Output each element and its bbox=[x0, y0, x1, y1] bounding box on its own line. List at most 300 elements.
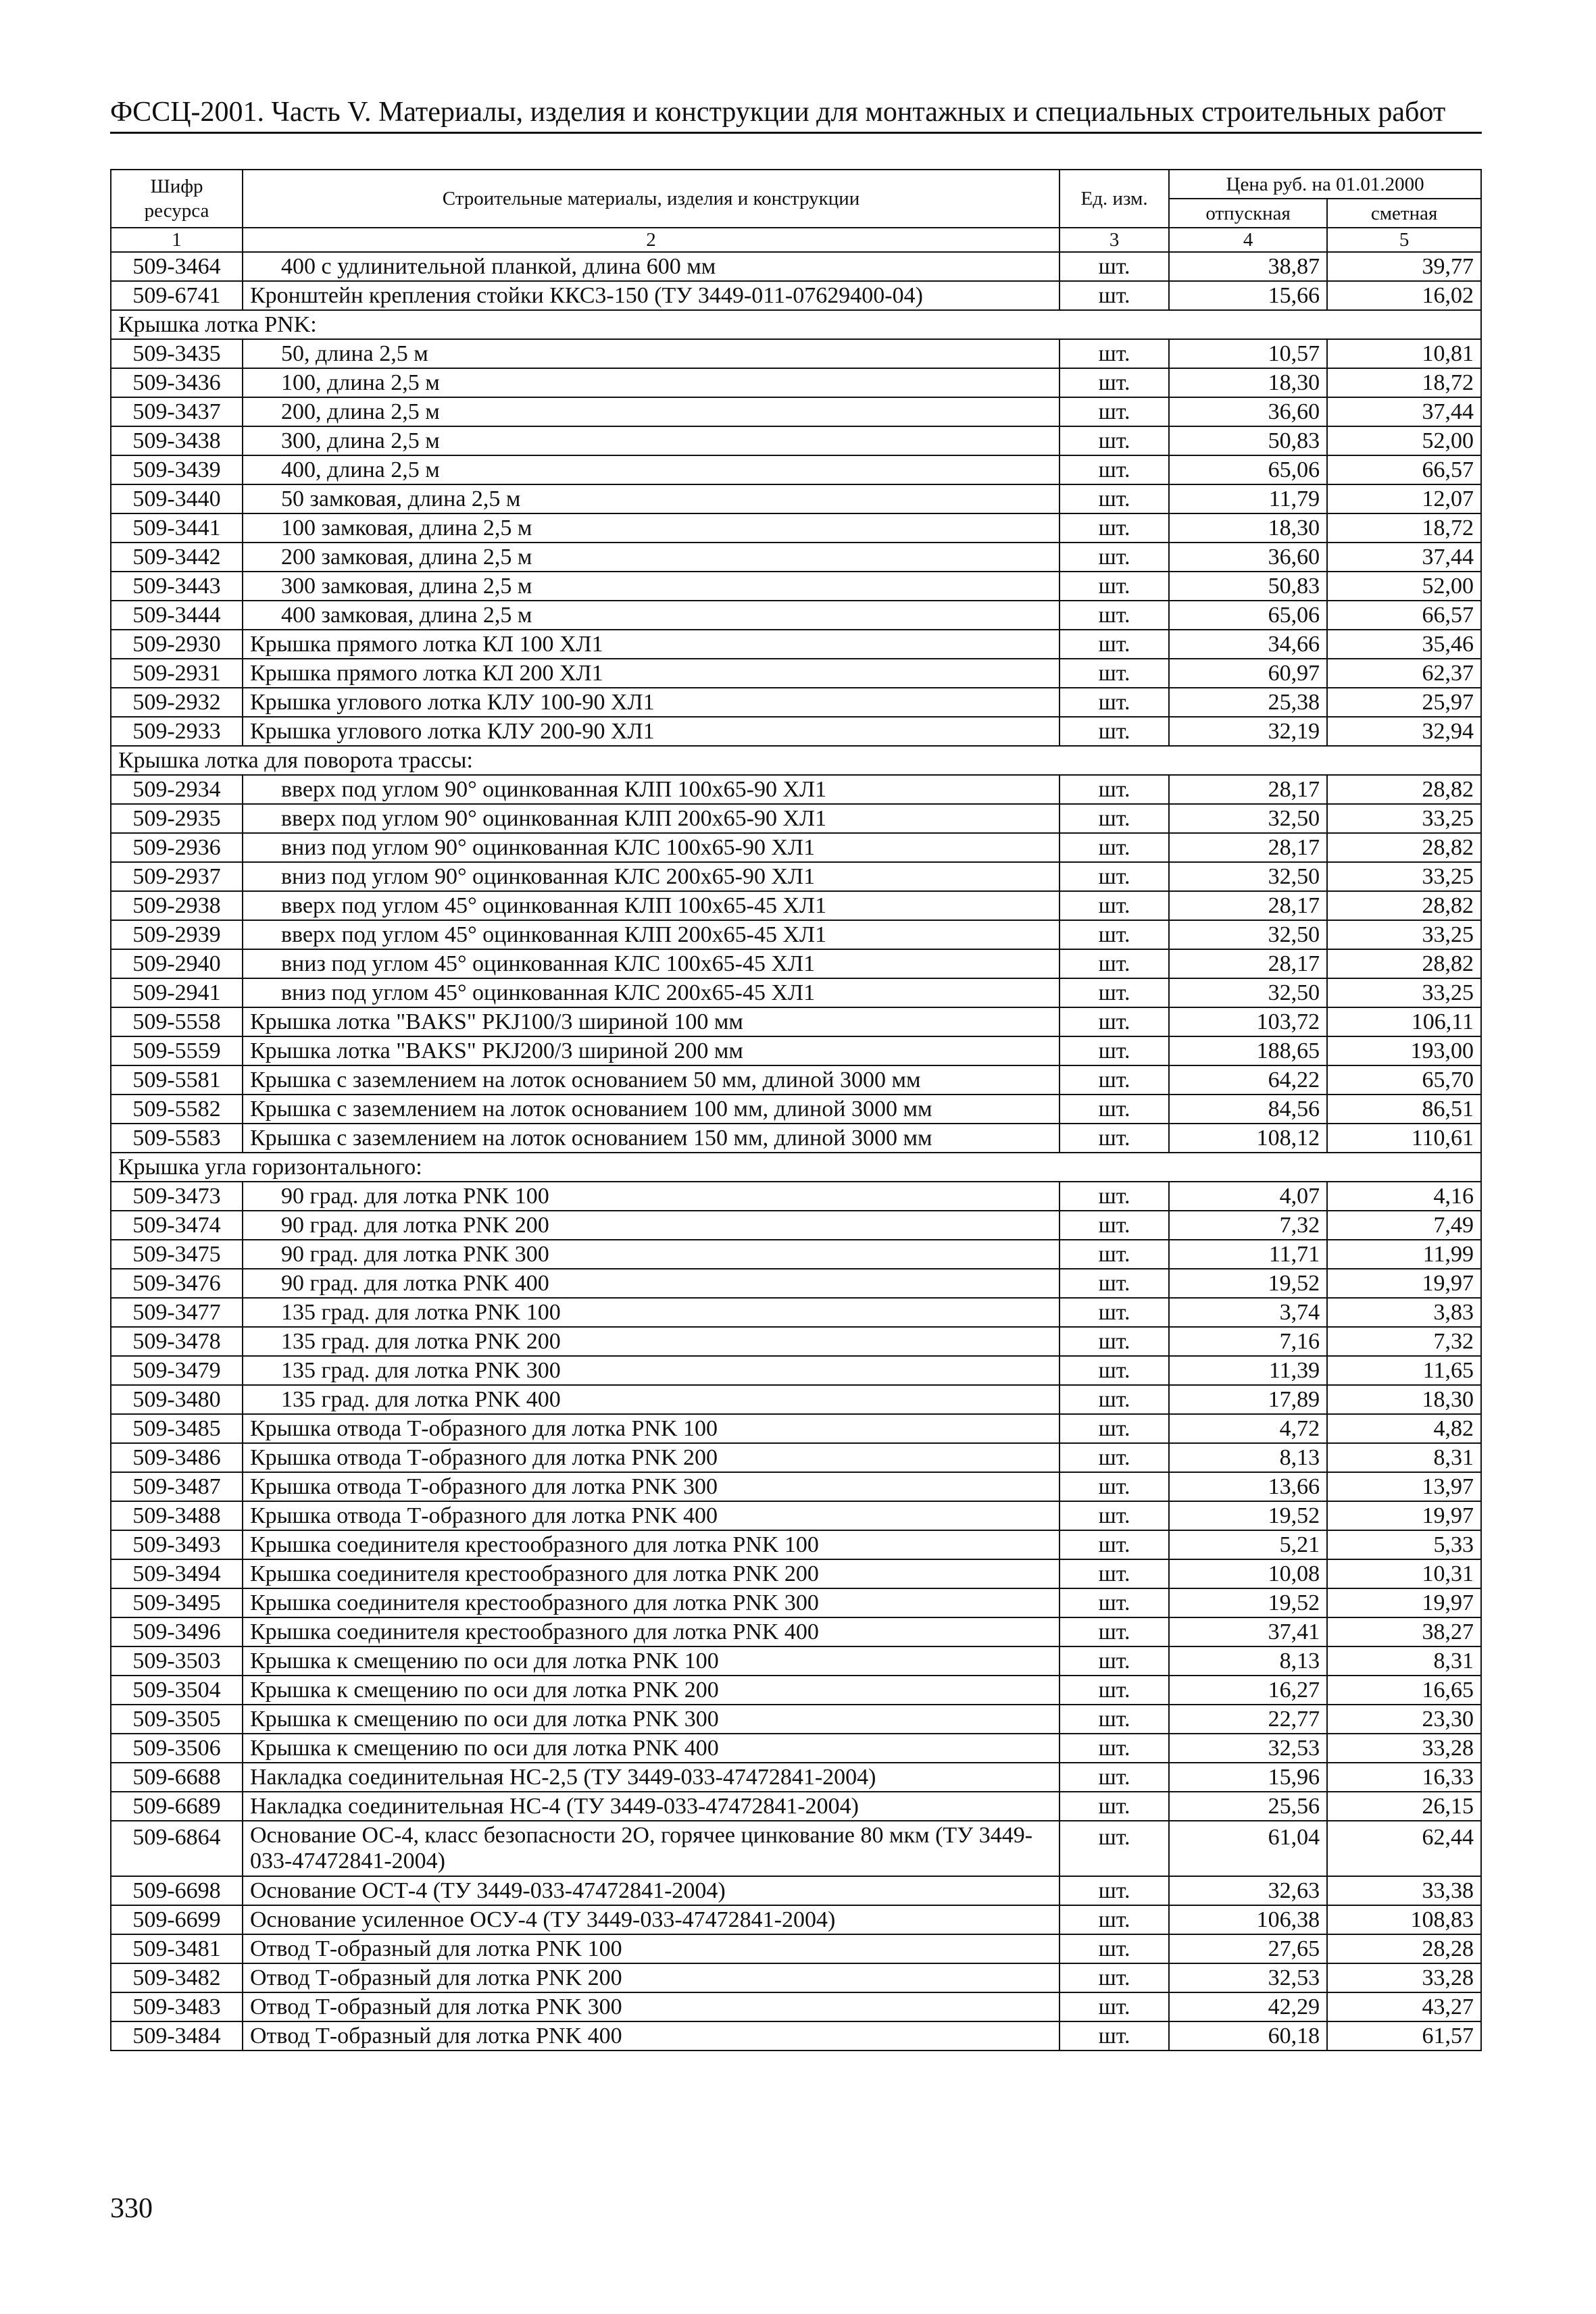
unit-cell: шт. bbox=[1059, 1414, 1169, 1443]
unit-cell: шт. bbox=[1059, 862, 1169, 891]
estimate-price-cell: 86,51 bbox=[1327, 1095, 1481, 1124]
material-name-cell: вверх под углом 90° оцинкованная КЛП 200х65-90 ХЛ1 bbox=[243, 804, 1059, 833]
release-price-cell: 34,66 bbox=[1169, 630, 1327, 659]
table-row bbox=[111, 1934, 1481, 1963]
estimate-price-cell: 8,31 bbox=[1327, 1443, 1481, 1472]
table-row bbox=[111, 1269, 1481, 1298]
table-row bbox=[111, 1124, 1481, 1153]
resource-code-cell: 509-3443 bbox=[111, 572, 243, 601]
table-body bbox=[111, 252, 1481, 2051]
table-row bbox=[111, 397, 1481, 426]
material-name-cell: Крышка с заземлением на лоток основанием 150 мм, длиной 3000 мм bbox=[243, 1124, 1059, 1153]
unit-cell: шт. bbox=[1059, 513, 1169, 543]
unit-cell: шт. bbox=[1059, 1356, 1169, 1385]
estimate-price-cell: 62,44 bbox=[1327, 1821, 1481, 1876]
resource-code-cell: 509-3503 bbox=[111, 1646, 243, 1676]
resource-code-cell: 509-3475 bbox=[111, 1240, 243, 1269]
unit-cell: шт. bbox=[1059, 1472, 1169, 1501]
unit-cell: шт. bbox=[1059, 630, 1169, 659]
material-name-cell: Крышка прямого лотка КЛ 200 ХЛ1 bbox=[243, 659, 1059, 688]
unit-cell: шт. bbox=[1059, 1036, 1169, 1065]
unit-cell: шт. bbox=[1059, 1182, 1169, 1211]
estimate-price-cell: 33,38 bbox=[1327, 1876, 1481, 1905]
unit-cell: шт. bbox=[1059, 1443, 1169, 1472]
unit-cell: шт. bbox=[1059, 601, 1169, 630]
release-price-cell: 32,53 bbox=[1169, 1734, 1327, 1763]
table-row bbox=[111, 368, 1481, 397]
unit-cell: шт. bbox=[1059, 920, 1169, 949]
material-name-cell: Крышка к смещению по оси для лотка PNK 200 bbox=[243, 1676, 1059, 1705]
estimate-price-cell: 16,65 bbox=[1327, 1676, 1481, 1705]
table-row bbox=[111, 2021, 1481, 2051]
material-name-cell: 135 град. для лотка PNK 100 bbox=[243, 1298, 1059, 1327]
unit-cell: шт. bbox=[1059, 543, 1169, 572]
table-row bbox=[111, 1905, 1481, 1934]
resource-code-cell: 509-6741 bbox=[111, 281, 243, 310]
resource-code-cell: 509-3438 bbox=[111, 426, 243, 455]
release-price-cell: 32,50 bbox=[1169, 920, 1327, 949]
estimate-price-cell: 33,25 bbox=[1327, 920, 1481, 949]
release-price-cell: 37,41 bbox=[1169, 1617, 1327, 1646]
estimate-price-cell: 66,57 bbox=[1327, 601, 1481, 630]
release-price-cell: 50,83 bbox=[1169, 572, 1327, 601]
unit-cell: шт. bbox=[1059, 1240, 1169, 1269]
estimate-price-cell: 12,07 bbox=[1327, 484, 1481, 513]
table-row bbox=[111, 1763, 1481, 1792]
release-price-cell: 3,74 bbox=[1169, 1298, 1327, 1327]
table-row bbox=[111, 1734, 1481, 1763]
table-row bbox=[111, 1036, 1481, 1065]
release-price-cell: 25,38 bbox=[1169, 688, 1327, 717]
table-row bbox=[111, 1065, 1481, 1095]
resource-code-cell: 509-3439 bbox=[111, 455, 243, 484]
unit-cell: шт. bbox=[1059, 717, 1169, 746]
material-name-cell: вниз под углом 45° оцинкованная КЛС 200х65-45 ХЛ1 bbox=[243, 978, 1059, 1007]
resource-code-cell: 509-5582 bbox=[111, 1095, 243, 1124]
resource-code-cell: 509-3495 bbox=[111, 1588, 243, 1617]
unit-cell: шт. bbox=[1059, 397, 1169, 426]
unit-cell: шт. bbox=[1059, 1588, 1169, 1617]
release-price-cell: 106,38 bbox=[1169, 1905, 1327, 1934]
unit-cell: шт. bbox=[1059, 1095, 1169, 1124]
table-row bbox=[111, 1095, 1481, 1124]
estimate-price-cell: 19,97 bbox=[1327, 1269, 1481, 1298]
material-name-cell: 100 замковая, длина 2,5 м bbox=[243, 513, 1059, 543]
release-price-cell: 7,32 bbox=[1169, 1211, 1327, 1240]
estimate-price-cell: 193,00 bbox=[1327, 1036, 1481, 1065]
resource-code-cell: 509-3483 bbox=[111, 1992, 243, 2021]
section-title: Крышка лотка для поворота трассы: bbox=[111, 746, 1481, 775]
header-name: Строительные материалы, изделия и конструкции bbox=[243, 170, 1059, 228]
column-number: 4 bbox=[1169, 228, 1327, 252]
release-price-cell: 11,39 bbox=[1169, 1356, 1327, 1385]
release-price-cell: 25,56 bbox=[1169, 1792, 1327, 1821]
unit-cell: шт. bbox=[1059, 659, 1169, 688]
estimate-price-cell: 8,31 bbox=[1327, 1646, 1481, 1676]
material-name-cell: Крышка лотка "BAKS" PKJ200/3 шириной 200 мм bbox=[243, 1036, 1059, 1065]
resource-code-cell: 509-2932 bbox=[111, 688, 243, 717]
unit-cell: шт. bbox=[1059, 1007, 1169, 1036]
estimate-price-cell: 61,57 bbox=[1327, 2021, 1481, 2051]
material-name-cell: Основание ОСТ-4 (ТУ 3449-033-47472841-2004) bbox=[243, 1876, 1059, 1905]
table-row bbox=[111, 426, 1481, 455]
resource-code-cell: 509-3444 bbox=[111, 601, 243, 630]
material-name-cell: Крышка углового лотка КЛУ 200-90 ХЛ1 bbox=[243, 717, 1059, 746]
resource-code-cell: 509-3479 bbox=[111, 1356, 243, 1385]
release-price-cell: 65,06 bbox=[1169, 455, 1327, 484]
resource-code-cell: 509-3437 bbox=[111, 397, 243, 426]
table-row bbox=[111, 862, 1481, 891]
release-price-cell: 18,30 bbox=[1169, 368, 1327, 397]
material-name-cell: 400 замковая, длина 2,5 м bbox=[243, 601, 1059, 630]
table-row bbox=[111, 1705, 1481, 1734]
material-name-cell: Накладка соединительная НС-2,5 (ТУ 3449-033-47472841-2004) bbox=[243, 1763, 1059, 1792]
release-price-cell: 61,04 bbox=[1169, 1821, 1327, 1876]
unit-cell: шт. bbox=[1059, 455, 1169, 484]
table-row bbox=[111, 1617, 1481, 1646]
unit-cell: шт. bbox=[1059, 1327, 1169, 1356]
estimate-price-cell: 7,49 bbox=[1327, 1211, 1481, 1240]
release-price-cell: 17,89 bbox=[1169, 1385, 1327, 1414]
table-row bbox=[111, 1472, 1481, 1501]
section-title: Крышка лотка PNK: bbox=[111, 310, 1481, 339]
material-name-cell: 300 замковая, длина 2,5 м bbox=[243, 572, 1059, 601]
estimate-price-cell: 38,27 bbox=[1327, 1617, 1481, 1646]
table-row bbox=[111, 1211, 1481, 1240]
release-price-cell: 15,66 bbox=[1169, 281, 1327, 310]
unit-cell: шт. bbox=[1059, 1934, 1169, 1963]
estimate-price-cell: 28,28 bbox=[1327, 1934, 1481, 1963]
table-row bbox=[111, 688, 1481, 717]
resource-code-cell: 509-3506 bbox=[111, 1734, 243, 1763]
unit-cell: шт. bbox=[1059, 1705, 1169, 1734]
column-number: 3 bbox=[1059, 228, 1169, 252]
material-name-cell: 50, длина 2,5 м bbox=[243, 339, 1059, 368]
resource-code-cell: 509-3484 bbox=[111, 2021, 243, 2051]
material-name-cell: Крышка соединителя крестообразного для лотка PNK 300 bbox=[243, 1588, 1059, 1617]
page-number: 330 bbox=[110, 2193, 153, 2224]
resource-code-cell: 509-3494 bbox=[111, 1559, 243, 1588]
estimate-price-cell: 19,97 bbox=[1327, 1588, 1481, 1617]
unit-cell: шт. bbox=[1059, 368, 1169, 397]
resource-code-cell: 509-5581 bbox=[111, 1065, 243, 1095]
table-row bbox=[111, 1963, 1481, 1992]
resource-code-cell: 509-3440 bbox=[111, 484, 243, 513]
resource-code-cell: 509-3464 bbox=[111, 252, 243, 281]
estimate-price-cell: 18,30 bbox=[1327, 1385, 1481, 1414]
unit-cell: шт. bbox=[1059, 1646, 1169, 1676]
unit-cell: шт. bbox=[1059, 833, 1169, 862]
unit-cell: шт. bbox=[1059, 1211, 1169, 1240]
table-row bbox=[111, 891, 1481, 920]
unit-cell: шт. bbox=[1059, 1734, 1169, 1763]
release-price-cell: 19,52 bbox=[1169, 1501, 1327, 1530]
estimate-price-cell: 19,97 bbox=[1327, 1501, 1481, 1530]
release-price-cell: 13,66 bbox=[1169, 1472, 1327, 1501]
estimate-price-cell: 62,37 bbox=[1327, 659, 1481, 688]
column-number: 2 bbox=[243, 228, 1059, 252]
estimate-price-cell: 52,00 bbox=[1327, 572, 1481, 601]
release-price-cell: 32,53 bbox=[1169, 1963, 1327, 1992]
material-name-cell: 200 замковая, длина 2,5 м bbox=[243, 543, 1059, 572]
material-name-cell: Накладка соединительная НС-4 (ТУ 3449-033-47472841-2004) bbox=[243, 1792, 1059, 1821]
resource-code-cell: 509-5558 bbox=[111, 1007, 243, 1036]
table-row bbox=[111, 601, 1481, 630]
estimate-price-cell: 65,70 bbox=[1327, 1065, 1481, 1095]
material-name-cell: Основание ОС-4, класс безопасности 2О, горячее цинкование 80 мкм (ТУ 3449-033-47472841-2004) bbox=[243, 1821, 1059, 1876]
section-title: Крышка угла горизонтального: bbox=[111, 1153, 1481, 1182]
table-row bbox=[111, 1385, 1481, 1414]
material-name-cell: Отвод Т-образный для лотка PNK 100 bbox=[243, 1934, 1059, 1963]
release-price-cell: 188,65 bbox=[1169, 1036, 1327, 1065]
release-price-cell: 32,50 bbox=[1169, 978, 1327, 1007]
release-price-cell: 32,50 bbox=[1169, 804, 1327, 833]
estimate-price-cell: 28,82 bbox=[1327, 949, 1481, 978]
estimate-price-cell: 4,82 bbox=[1327, 1414, 1481, 1443]
unit-cell: шт. bbox=[1059, 1124, 1169, 1153]
material-name-cell: 135 град. для лотка PNK 400 bbox=[243, 1385, 1059, 1414]
unit-cell: шт. bbox=[1059, 1821, 1169, 1876]
material-name-cell: 300, длина 2,5 м bbox=[243, 426, 1059, 455]
material-name-cell: Крышка с заземлением на лоток основанием 100 мм, длиной 3000 мм bbox=[243, 1095, 1059, 1124]
material-name-cell: 100, длина 2,5 м bbox=[243, 368, 1059, 397]
table-row bbox=[111, 978, 1481, 1007]
material-name-cell: вниз под углом 90° оцинкованная КЛС 200х65-90 ХЛ1 bbox=[243, 862, 1059, 891]
unit-cell: шт. bbox=[1059, 1905, 1169, 1934]
table-row bbox=[111, 659, 1481, 688]
resource-code-cell: 509-2936 bbox=[111, 833, 243, 862]
resource-code-cell: 509-3436 bbox=[111, 368, 243, 397]
resource-code-cell: 509-2935 bbox=[111, 804, 243, 833]
material-name-cell: Кронштейн крепления стойки ККС3-150 (ТУ 3449-011-07629400-04) bbox=[243, 281, 1059, 310]
material-name-cell: вверх под углом 45° оцинкованная КЛП 200х65-45 ХЛ1 bbox=[243, 920, 1059, 949]
table-row bbox=[111, 252, 1481, 281]
resource-code-cell: 509-3486 bbox=[111, 1443, 243, 1472]
material-name-cell: Крышка к смещению по оси для лотка PNK 400 bbox=[243, 1734, 1059, 1763]
table-row bbox=[111, 1992, 1481, 2021]
material-name-cell: Отвод Т-образный для лотка PNK 400 bbox=[243, 2021, 1059, 2051]
release-price-cell: 27,65 bbox=[1169, 1934, 1327, 1963]
estimate-price-cell: 33,25 bbox=[1327, 862, 1481, 891]
table-row bbox=[111, 1414, 1481, 1443]
release-price-cell: 10,57 bbox=[1169, 339, 1327, 368]
page-header-title: ФССЦ-2001. Часть V. Материалы, изделия и конструкции для монтажных и специальных строительных работ bbox=[110, 97, 1446, 128]
material-name-cell: 400, длина 2,5 м bbox=[243, 455, 1059, 484]
material-name-cell: 400 с удлинительной планкой, длина 600 мм bbox=[243, 252, 1059, 281]
material-name-cell: 50 замковая, длина 2,5 м bbox=[243, 484, 1059, 513]
table-row bbox=[111, 1676, 1481, 1705]
material-name-cell: Отвод Т-образный для лотка PNK 300 bbox=[243, 1992, 1059, 2021]
unit-cell: шт. bbox=[1059, 1065, 1169, 1095]
table-row bbox=[111, 281, 1481, 310]
release-price-cell: 16,27 bbox=[1169, 1676, 1327, 1705]
estimate-price-cell: 37,44 bbox=[1327, 397, 1481, 426]
estimate-price-cell: 11,99 bbox=[1327, 1240, 1481, 1269]
resource-code-cell: 509-3487 bbox=[111, 1472, 243, 1501]
release-price-cell: 32,63 bbox=[1169, 1876, 1327, 1905]
resource-code-cell: 509-5559 bbox=[111, 1036, 243, 1065]
material-name-cell: Крышка отвода Т-образного для лотка PNK 400 bbox=[243, 1501, 1059, 1530]
estimate-price-cell: 25,97 bbox=[1327, 688, 1481, 717]
unit-cell: шт. bbox=[1059, 572, 1169, 601]
material-name-cell: Крышка к смещению по оси для лотка PNK 100 bbox=[243, 1646, 1059, 1676]
estimate-price-cell: 23,30 bbox=[1327, 1705, 1481, 1734]
table-row bbox=[111, 1356, 1481, 1385]
release-price-cell: 60,18 bbox=[1169, 2021, 1327, 2051]
material-name-cell: Крышка отвода Т-образного для лотка PNK 100 bbox=[243, 1414, 1059, 1443]
estimate-price-cell: 4,16 bbox=[1327, 1182, 1481, 1211]
unit-cell: шт. bbox=[1059, 1792, 1169, 1821]
table-row bbox=[111, 484, 1481, 513]
header-unit: Ед. изм. bbox=[1059, 170, 1169, 228]
estimate-price-cell: 33,25 bbox=[1327, 978, 1481, 1007]
material-name-cell: 90 град. для лотка PNK 200 bbox=[243, 1211, 1059, 1240]
estimate-price-cell: 28,82 bbox=[1327, 775, 1481, 804]
unit-cell: шт. bbox=[1059, 804, 1169, 833]
release-price-cell: 108,12 bbox=[1169, 1124, 1327, 1153]
table-row bbox=[111, 1501, 1481, 1530]
unit-cell: шт. bbox=[1059, 2021, 1169, 2051]
estimate-price-cell: 11,65 bbox=[1327, 1356, 1481, 1385]
resource-code-cell: 509-3480 bbox=[111, 1385, 243, 1414]
release-price-cell: 5,21 bbox=[1169, 1530, 1327, 1559]
unit-cell: шт. bbox=[1059, 1385, 1169, 1414]
column-number: 5 bbox=[1327, 228, 1481, 252]
estimate-price-cell: 43,27 bbox=[1327, 1992, 1481, 2021]
table-row bbox=[111, 1298, 1481, 1327]
unit-cell: шт. bbox=[1059, 1298, 1169, 1327]
estimate-price-cell: 110,61 bbox=[1327, 1124, 1481, 1153]
release-price-cell: 19,52 bbox=[1169, 1588, 1327, 1617]
material-name-cell: Крышка отвода Т-образного для лотка PNK 300 bbox=[243, 1472, 1059, 1501]
estimate-price-cell: 16,33 bbox=[1327, 1763, 1481, 1792]
release-price-cell: 8,13 bbox=[1169, 1443, 1327, 1472]
unit-cell: шт. bbox=[1059, 1763, 1169, 1792]
table-row bbox=[111, 339, 1481, 368]
resource-code-cell: 509-3481 bbox=[111, 1934, 243, 1963]
resource-code-cell: 509-3505 bbox=[111, 1705, 243, 1734]
estimate-price-cell: 5,33 bbox=[1327, 1530, 1481, 1559]
table-row bbox=[111, 630, 1481, 659]
resource-code-cell: 509-2939 bbox=[111, 920, 243, 949]
material-name-cell: Отвод Т-образный для лотка PNK 200 bbox=[243, 1963, 1059, 1992]
release-price-cell: 7,16 bbox=[1169, 1327, 1327, 1356]
header-price-estimate: сметная bbox=[1327, 199, 1481, 228]
material-name-cell: Крышка соединителя крестообразного для лотка PNK 400 bbox=[243, 1617, 1059, 1646]
material-name-cell: 90 град. для лотка PNK 300 bbox=[243, 1240, 1059, 1269]
estimate-price-cell: 13,97 bbox=[1327, 1472, 1481, 1501]
estimate-price-cell: 33,28 bbox=[1327, 1963, 1481, 1992]
release-price-cell: 50,83 bbox=[1169, 426, 1327, 455]
resource-code-cell: 509-3485 bbox=[111, 1414, 243, 1443]
table-row bbox=[111, 1182, 1481, 1211]
material-name-cell: 135 град. для лотка PNK 200 bbox=[243, 1327, 1059, 1356]
price-table bbox=[110, 169, 1482, 2051]
estimate-price-cell: 18,72 bbox=[1327, 368, 1481, 397]
unit-cell: шт. bbox=[1059, 775, 1169, 804]
table-row bbox=[111, 1327, 1481, 1356]
estimate-price-cell: 106,11 bbox=[1327, 1007, 1481, 1036]
resource-code-cell: 509-6698 bbox=[111, 1876, 243, 1905]
table-row bbox=[111, 1007, 1481, 1036]
release-price-cell: 28,17 bbox=[1169, 833, 1327, 862]
section-row bbox=[111, 310, 1481, 339]
estimate-price-cell: 35,46 bbox=[1327, 630, 1481, 659]
material-name-cell: Крышка с заземлением на лоток основанием 50 мм, длиной 3000 мм bbox=[243, 1065, 1059, 1095]
table-row bbox=[111, 1646, 1481, 1676]
unit-cell: шт. bbox=[1059, 1617, 1169, 1646]
release-price-cell: 15,96 bbox=[1169, 1763, 1327, 1792]
table-row bbox=[111, 1876, 1481, 1905]
resource-code-cell: 509-6688 bbox=[111, 1763, 243, 1792]
unit-cell: шт. bbox=[1059, 688, 1169, 717]
estimate-price-cell: 32,94 bbox=[1327, 717, 1481, 746]
header-price-release: отпускная bbox=[1169, 199, 1327, 228]
material-name-cell: вниз под углом 45° оцинкованная КЛС 100х65-45 ХЛ1 bbox=[243, 949, 1059, 978]
table-row bbox=[111, 1821, 1481, 1876]
estimate-price-cell: 52,00 bbox=[1327, 426, 1481, 455]
resource-code-cell: 509-2938 bbox=[111, 891, 243, 920]
estimate-price-cell: 39,77 bbox=[1327, 252, 1481, 281]
estimate-price-cell: 7,32 bbox=[1327, 1327, 1481, 1356]
estimate-price-cell: 33,25 bbox=[1327, 804, 1481, 833]
release-price-cell: 18,30 bbox=[1169, 513, 1327, 543]
release-price-cell: 4,07 bbox=[1169, 1182, 1327, 1211]
table-row bbox=[111, 513, 1481, 543]
resource-code-cell: 509-3493 bbox=[111, 1530, 243, 1559]
table-row bbox=[111, 1443, 1481, 1472]
resource-code-cell: 509-2941 bbox=[111, 978, 243, 1007]
resource-code-cell: 509-6699 bbox=[111, 1905, 243, 1934]
unit-cell: шт. bbox=[1059, 426, 1169, 455]
material-name-cell: вверх под углом 90° оцинкованная КЛП 100х65-90 ХЛ1 bbox=[243, 775, 1059, 804]
unit-cell: шт. bbox=[1059, 252, 1169, 281]
table-row bbox=[111, 775, 1481, 804]
table-row bbox=[111, 949, 1481, 978]
release-price-cell: 11,71 bbox=[1169, 1240, 1327, 1269]
release-price-cell: 28,17 bbox=[1169, 949, 1327, 978]
resource-code-cell: 509-2940 bbox=[111, 949, 243, 978]
release-price-cell: 11,79 bbox=[1169, 484, 1327, 513]
table-row bbox=[111, 1588, 1481, 1617]
unit-cell: шт. bbox=[1059, 1501, 1169, 1530]
section-row bbox=[111, 1153, 1481, 1182]
unit-cell: шт. bbox=[1059, 1269, 1169, 1298]
table-row bbox=[111, 1559, 1481, 1588]
material-name-cell: вниз под углом 90° оцинкованная КЛС 100х65-90 ХЛ1 bbox=[243, 833, 1059, 862]
material-name-cell: Крышка отвода Т-образного для лотка PNK 200 bbox=[243, 1443, 1059, 1472]
material-name-cell: 135 град. для лотка PNK 300 bbox=[243, 1356, 1059, 1385]
unit-cell: шт. bbox=[1059, 281, 1169, 310]
estimate-price-cell: 66,57 bbox=[1327, 455, 1481, 484]
unit-cell: шт. bbox=[1059, 1876, 1169, 1905]
unit-cell: шт. bbox=[1059, 949, 1169, 978]
release-price-cell: 84,56 bbox=[1169, 1095, 1327, 1124]
resource-code-cell: 509-6689 bbox=[111, 1792, 243, 1821]
release-price-cell: 42,29 bbox=[1169, 1992, 1327, 2021]
unit-cell: шт. bbox=[1059, 339, 1169, 368]
resource-code-cell: 509-3476 bbox=[111, 1269, 243, 1298]
unit-cell: шт. bbox=[1059, 484, 1169, 513]
resource-code-cell: 509-2933 bbox=[111, 717, 243, 746]
release-price-cell: 32,50 bbox=[1169, 862, 1327, 891]
release-price-cell: 64,22 bbox=[1169, 1065, 1327, 1095]
material-name-cell: 90 град. для лотка PNK 400 bbox=[243, 1269, 1059, 1298]
material-name-cell: Основание усиленное ОСУ-4 (ТУ 3449-033-47472841-2004) bbox=[243, 1905, 1059, 1934]
material-name-cell: Крышка соединителя крестообразного для лотка PNK 100 bbox=[243, 1530, 1059, 1559]
table-row bbox=[111, 717, 1481, 746]
resource-code-cell: 509-3482 bbox=[111, 1963, 243, 1992]
